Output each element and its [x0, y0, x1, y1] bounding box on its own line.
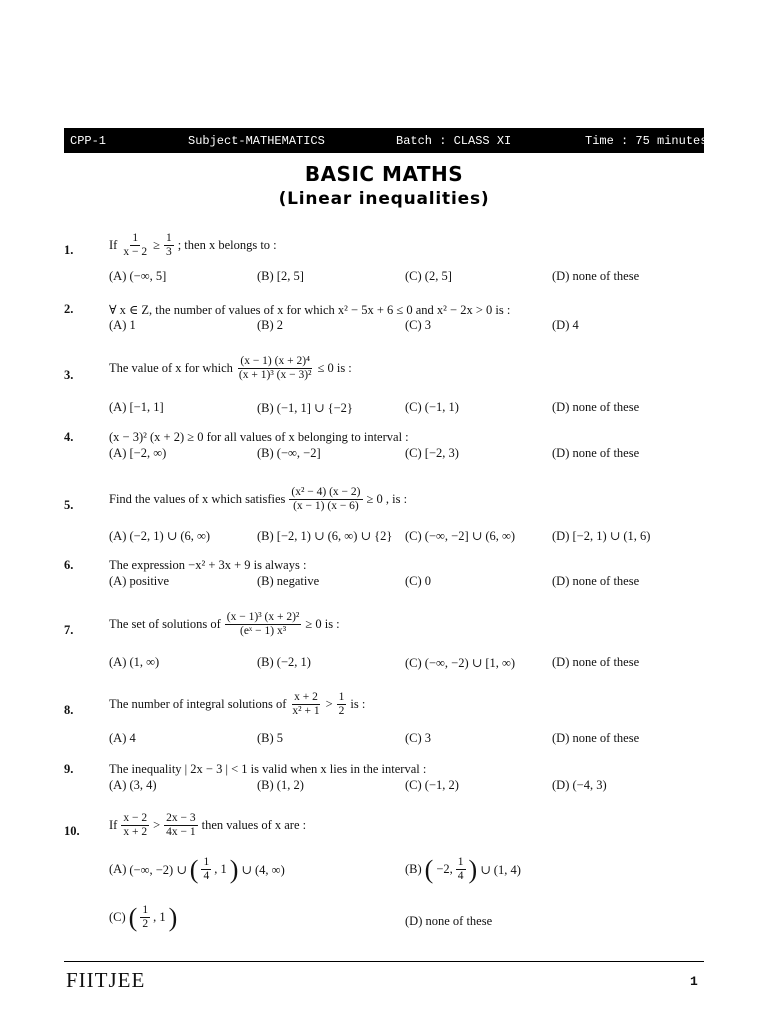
option-a: (A) (−2, 1) ∪ (6, ∞)	[109, 529, 211, 543]
option-d: (D) none of these	[552, 574, 640, 588]
fraction	[290, 691, 321, 718]
option-text: , 1	[153, 910, 166, 925]
question-number: 9.	[64, 762, 74, 776]
option-c: (C) [−2, 3)	[405, 446, 459, 460]
fraction	[201, 856, 211, 883]
option-a: (A) positive	[109, 574, 170, 588]
option-d: (D) none of these	[552, 400, 640, 414]
option-d: (D) none of these	[552, 731, 640, 745]
option-b: (B) (−∞, −2]	[257, 446, 321, 460]
question-number: 4.	[64, 430, 74, 444]
page-number: 1	[690, 974, 698, 989]
q-text: If	[109, 818, 118, 833]
question-text	[109, 355, 352, 382]
option-b: (B) [2, 5]	[257, 269, 304, 283]
frac-den: x + 2	[123, 826, 148, 839]
close-paren-glyph: )	[468, 854, 478, 884]
option-text: (−∞, −2) ∪	[129, 862, 187, 877]
fraction	[140, 904, 150, 931]
option-a: (A) (3, 4)	[109, 778, 157, 792]
time-label: Time : 75 minutes	[585, 134, 708, 148]
open-paren-glyph: (	[128, 902, 138, 932]
frac-den: x − 2	[123, 246, 148, 259]
q-text: ; then x belongs to :	[177, 238, 277, 253]
fraction	[121, 232, 149, 259]
q-text: ≥	[153, 238, 160, 253]
q-text: then values of x are :	[201, 818, 307, 833]
option-b: (B) (−2, 1)	[257, 655, 311, 669]
option-d: (D) 4	[552, 318, 579, 332]
question-text: (x − 3)² (x + 2) ≥ 0 for all values of x belonging to interval :	[109, 430, 409, 444]
frac-num: 1	[456, 856, 466, 870]
frac-num: 1	[164, 232, 174, 246]
frac-den: 4	[203, 870, 210, 883]
page-title: BASIC MATHS	[304, 162, 464, 186]
option-c: (C) (−1, 2)	[405, 778, 459, 792]
q-text: >	[153, 818, 161, 833]
question-text	[109, 486, 407, 513]
q-text: The number of integral solutions of	[109, 697, 287, 712]
question-number: 1.	[64, 243, 74, 257]
option-d: (D) none of these	[552, 655, 640, 669]
option-d: (D) (−4, 3)	[552, 778, 607, 792]
option-c: (C) (−1, 1)	[405, 400, 459, 414]
option-a: (A) [−1, 1]	[109, 400, 164, 414]
question-number: 5.	[64, 498, 74, 512]
option-c: (C) (−∞, −2) ∪ [1, ∞)	[405, 656, 516, 670]
option-a	[109, 856, 285, 883]
frac-num: 1	[140, 904, 150, 918]
frac-num: x + 2	[292, 691, 320, 705]
fraction	[337, 691, 347, 718]
fraction	[121, 812, 149, 839]
question-text	[109, 232, 277, 259]
batch-label: Batch : CLASS XI	[396, 134, 512, 148]
q-text: The value of x for which	[109, 361, 233, 376]
question-text: The inequality | 2x − 3 | < 1 is valid when x lies in the interval :	[109, 762, 427, 776]
frac-den: 2	[142, 918, 149, 931]
option-b: (B) (1, 2)	[257, 778, 304, 792]
option-b: (B) (−1, 1] ∪ {−2}	[257, 401, 353, 415]
option-d: (D) none of these	[552, 446, 640, 460]
option-b	[405, 856, 521, 883]
fraction	[164, 812, 198, 839]
header-bar	[64, 128, 708, 153]
frac-den: (eˣ − 1) x³	[240, 625, 287, 638]
option-text: ∪ (1, 4)	[480, 862, 521, 877]
frac-den: (x − 1) (x − 6)	[293, 500, 359, 513]
option-d: (D) none of these	[552, 269, 640, 283]
frac-den: 4x − 1	[166, 826, 196, 839]
option-label: (B)	[405, 862, 422, 877]
frac-den: x² + 1	[292, 705, 320, 718]
option-c: (C) (−∞, −2] ∪ (6, ∞)	[405, 529, 516, 543]
option-c: (C) 0	[405, 574, 432, 588]
option-label: (C)	[109, 910, 126, 925]
option-text: , 1	[214, 862, 227, 877]
fraction	[289, 486, 362, 513]
question-text	[109, 812, 306, 839]
cpp-label: CPP-1	[70, 134, 107, 148]
option-label: (A)	[109, 862, 127, 877]
fraction	[456, 856, 466, 883]
option-a: (A) (−∞, 5]	[109, 269, 167, 283]
option-d: (D) none of these	[405, 914, 493, 928]
question-text: ∀ x ∈ Z, the number of values of x for which x² − 5x + 6 ≤ 0 and x² − 2x > 0 is :	[109, 303, 511, 317]
q-text: If	[109, 238, 118, 253]
question-number: 2.	[64, 302, 74, 316]
footer-divider	[64, 961, 704, 962]
q-text: The set of solutions of	[109, 617, 221, 632]
frac-num: x − 2	[121, 812, 149, 826]
question-number: 10.	[64, 824, 80, 838]
option-b: (B) negative	[257, 574, 320, 588]
question-text	[109, 691, 365, 718]
fraction	[164, 232, 174, 259]
question-number: 3.	[64, 368, 74, 382]
question-text: The expression −x² + 3x + 9 is always :	[109, 558, 307, 572]
option-text: ∪ (4, ∞)	[241, 862, 285, 877]
fraction	[237, 355, 314, 382]
option-a: (A) 1	[109, 318, 136, 332]
option-b: (B) 2	[257, 318, 284, 332]
option-a: (A) (1, ∞)	[109, 655, 160, 669]
frac-den: (x + 1)³ (x − 3)²	[238, 369, 312, 382]
q-text: ≤ 0 is :	[317, 361, 352, 376]
option-a: (A) 4	[109, 731, 136, 745]
option-b: (B) 5	[257, 731, 284, 745]
open-paren-glyph: (	[189, 854, 199, 884]
question-number: 6.	[64, 558, 74, 572]
open-paren-glyph: (	[424, 854, 434, 884]
option-d: (D) [−2, 1) ∪ (1, 6)	[552, 529, 651, 543]
frac-den: 4	[457, 870, 464, 883]
question-number: 8.	[64, 703, 74, 717]
option-b: (B) [−2, 1) ∪ (6, ∞) ∪ {2}	[257, 529, 393, 543]
subject-label: Subject-MATHEMATICS	[188, 134, 325, 148]
frac-num: (x² − 4) (x − 2)	[289, 486, 362, 500]
option-text: −2,	[436, 862, 453, 877]
option-c: (C) (2, 5]	[405, 269, 452, 283]
close-paren-glyph: )	[229, 854, 239, 884]
close-paren-glyph: )	[168, 902, 178, 932]
option-c: (C) 3	[405, 731, 432, 745]
q-text: ≥ 0 , is :	[366, 492, 408, 507]
frac-num: (x − 1) (x + 2)⁴	[238, 355, 312, 369]
q-text: is :	[350, 697, 366, 712]
frac-num: 1	[130, 232, 140, 246]
frac-num: 2x − 3	[164, 812, 198, 826]
fraction	[225, 611, 302, 638]
frac-den: 3	[165, 246, 172, 259]
page-subtitle: (Linear inequalities)	[278, 189, 490, 209]
question-text	[109, 611, 340, 638]
option-a: (A) [−2, ∞)	[109, 446, 167, 460]
frac-num: (x − 1)³ (x + 2)²	[225, 611, 302, 625]
option-c: (C) 3	[405, 318, 432, 332]
option-c	[109, 904, 177, 931]
fiitjee-logo: FIITJEE	[66, 968, 146, 992]
frac-num: 1	[201, 856, 211, 870]
q-text: ≥ 0 is :	[305, 617, 340, 632]
q-text: Find the values of x which satisfies	[109, 492, 286, 507]
frac-den: 2	[338, 705, 345, 718]
question-number: 7.	[64, 623, 74, 637]
frac-num: 1	[337, 691, 347, 705]
q-text: >	[325, 697, 333, 712]
